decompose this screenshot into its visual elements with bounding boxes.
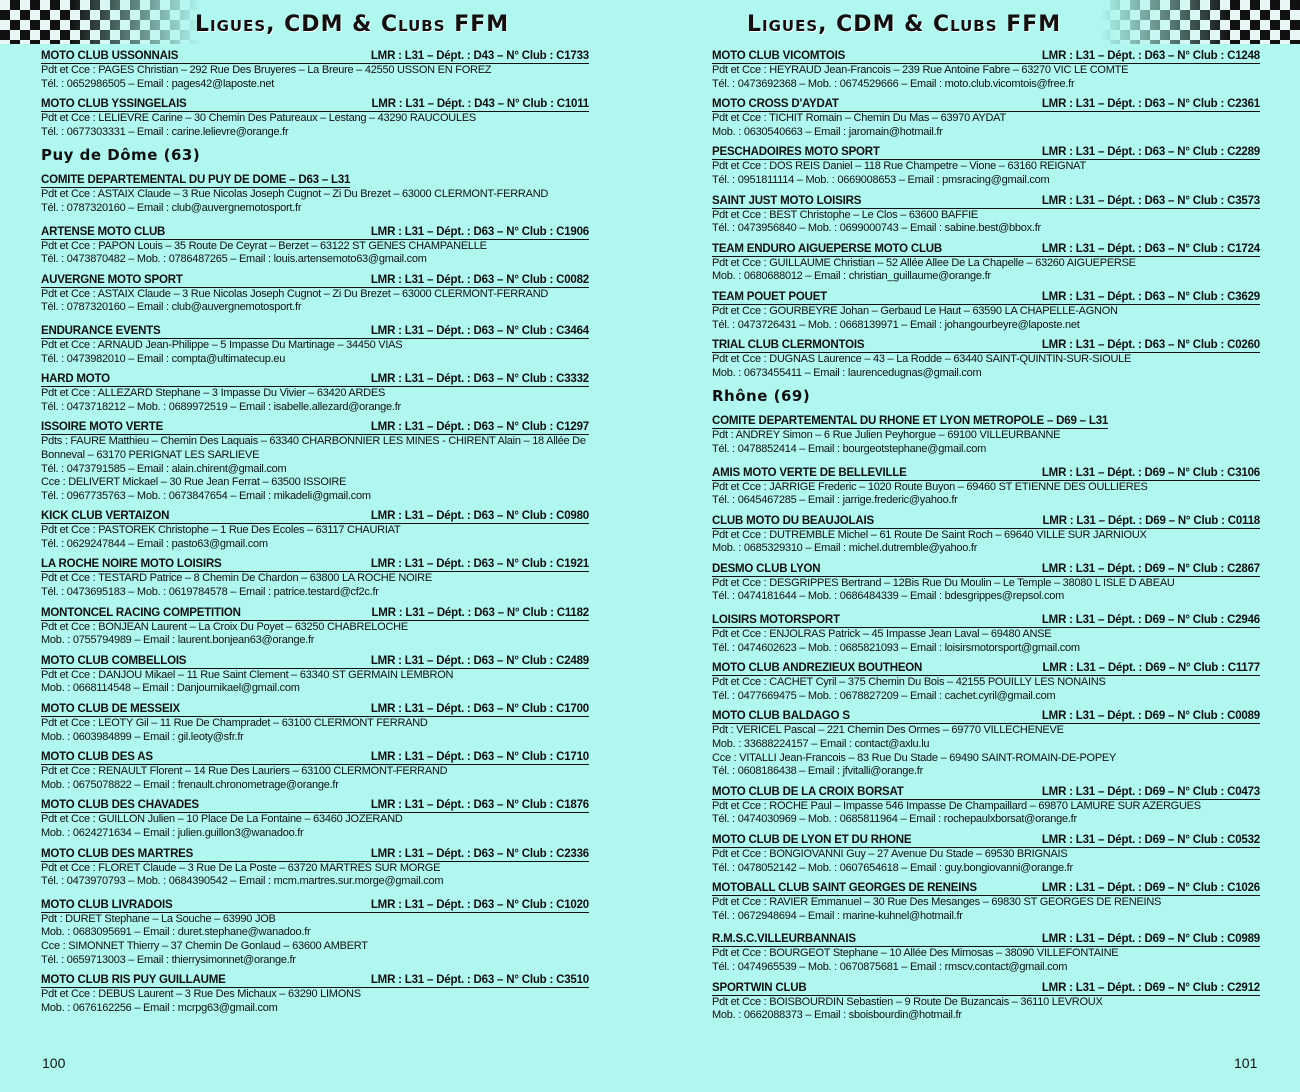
- club-name: PESCHADOIRES MOTO SPORT: [712, 146, 880, 159]
- club-name: KICK CLUB VERTAIZON: [41, 510, 170, 523]
- club-code: LMR : L31 – Dépt. : D63 – N° Club : C0260: [1041, 339, 1260, 352]
- club-detail-line: Pdt et Cce : RAVIER Emmanuel – 30 Rue Des Mesanges – 69830 ST GEORGES DE RENEINS: [712, 896, 1162, 909]
- comite-header: [712, 415, 1108, 429]
- club-header: [41, 421, 589, 435]
- club-entry: [712, 195, 1260, 236]
- club-header: [712, 933, 1260, 947]
- club-detail-line: Pdt et Cce : JARRIGE Frederic – 1020 Route Buyon – 69460 ST ETIENNE DES OULLIERES: [712, 480, 1148, 493]
- club-name: MOTOBALL CLUB SAINT GEORGES DE RENEINS: [712, 882, 977, 895]
- club-detail-line: Mob. : 0673455411 – Email : laurencedugnas@gmail.com: [712, 366, 982, 379]
- club-detail-line: Pdt : VERICEL Pascal – 221 Chemin Des Ormes – 69770 VILLECHENEVE: [712, 724, 1064, 737]
- comite-header: [41, 174, 350, 188]
- club-detail-line: Pdt et Cce : HEYRAUD Jean-Francois – 239 Rue Antoine Fabre – 63270 VIC LE COMTE: [712, 64, 1129, 76]
- club-detail-line: Pdt et Cce : DUGNAS Laurence – 43 – La Rodde – 63440 SAINT-QUINTIN-SUR-SIOULE: [712, 353, 1132, 366]
- club-header: [41, 607, 589, 621]
- club-detail-line: Pdt et Cce : FLORET Claude – 3 Rue De La Poste – 63720 MARTRES SUR MORGE: [41, 861, 441, 874]
- club-entry: [41, 373, 589, 414]
- club-detail-line: Pdt et Cce : DESGRIPPES Bertrand – 12Bis Rue Du Moulin – Le Temple – 38080 L ISLE D ABEAU: [712, 576, 1175, 589]
- checkered-flag-decoration: [0, 0, 200, 44]
- club-detail-line: Cce : DELIVERT Mickael – 30 Rue Jean Ferrat – 63500 ISSOIRE: [41, 476, 347, 489]
- club-header: [712, 710, 1260, 724]
- club-detail-line: Pdt et Cce : BONJEAN Laurent – La Croix Du Poyet – 63250 CHABRELOCHE: [41, 620, 408, 633]
- club-name: DESMO CLUB LYON: [712, 562, 821, 575]
- club-code: LMR : L31 – Dépt. : D63 – N° Club : C3510: [370, 974, 589, 987]
- club-detail-line: Tél. : 0473982010 – Email : compta@ultimatecup.eu: [41, 352, 286, 365]
- club-entry: [41, 799, 589, 840]
- club-code: LMR : L31 – Dépt. : D69 – N° Club : C0118: [1042, 514, 1260, 527]
- club-header: [712, 146, 1260, 160]
- club-detail-line: Cce : SIMONNET Thierry – 37 Chemin De Gonlaud – 63600 AMBERT: [41, 939, 368, 952]
- club-entry: [712, 339, 1260, 380]
- club-entry: [41, 558, 589, 599]
- club-entry: [712, 98, 1260, 139]
- club-name: ENDURANCE EVENTS: [41, 324, 161, 337]
- club-code: LMR : L31 – Dépt. : D63 – N° Club : C3464: [370, 324, 589, 337]
- club-detail-line: Tél. : 0473956840 – Mob. : 0699000743 – Email : sabine.best@bbox.fr: [712, 222, 1041, 235]
- club-name: MONTONCEL RACING COMPETITION: [41, 606, 241, 619]
- club-name: TEAM POUET POUET: [712, 290, 828, 303]
- club-detail-line: Mob. : 0668114548 – Email : Danjournikael@gmail.com: [41, 682, 300, 695]
- club-header: [41, 373, 589, 387]
- club-code: LMR : L31 – Dépt. : D69 – N° Club : C2867: [1041, 562, 1260, 575]
- club-entry: [712, 982, 1260, 1023]
- club-header: [712, 467, 1260, 481]
- section-title: Puy de Dôme (63): [41, 146, 201, 165]
- club-code: LMR : L31 – Dépt. : D63 – N° Club : C0980: [370, 510, 589, 523]
- club-detail-line: Tél. : 0645467285 – Email : jarrige.frederic@yahoo.fr: [712, 494, 958, 507]
- club-name: MOTO CLUB LIVRADOIS: [41, 898, 173, 911]
- club-header: [712, 243, 1260, 257]
- club-name: HARD MOTO: [41, 373, 110, 386]
- club-entry: [41, 50, 589, 91]
- club-entry: [41, 421, 589, 503]
- club-detail-line: Pdt et Cce : BONGIOVANNI Guy – 27 Avenue Du Stade – 69530 BRIGNAIS: [712, 848, 1068, 860]
- club-code: LMR : L31 – Dépt. : D63 – N° Club : C2361: [1041, 98, 1260, 111]
- club-detail-line: Mob. : 0685329310 – Email : michel.dutremble@yahoo.fr: [712, 542, 978, 555]
- left-content: [41, 50, 589, 1022]
- club-detail-line: Tél. : 0474965539 – Mob. : 0670875681 – Email : rmscv.contact@gmail.com: [712, 960, 1068, 973]
- club-header: [712, 195, 1260, 209]
- right-page: [650, 0, 1300, 1092]
- club-code: LMR : L31 – Dépt. : D63 – N° Club : C1921: [370, 558, 589, 571]
- club-detail-line: Mob. : 0624271634 – Email : julien.guillon3@wanadoo.fr: [41, 827, 304, 839]
- club-code: LMR : L31 – Dépt. : D63 – N° Club : C3629: [1041, 290, 1260, 303]
- club-detail-line: Tél. : 0473726431 – Mob. : 0668139971 – Email : johangourbeyre@laposte.net: [712, 318, 1080, 331]
- right-content: [712, 50, 1260, 1030]
- club-entry: [41, 899, 589, 967]
- club-code: LMR : L31 – Dépt. : D69 – N° Club : C1177: [1042, 662, 1260, 675]
- club-code: LMR : L31 – Dépt. : D63 – N° Club : C2489: [370, 654, 589, 667]
- club-detail-line: Pdt et Cce : PAPON Louis – 35 Route De Ceyrat – Berzet – 63122 ST GENES CHAMPANELLE: [41, 239, 487, 252]
- club-name: CLUB MOTO DU BEAUJOLAIS: [712, 514, 874, 527]
- club-code: LMR : L31 – Dépt. : D69 – N° Club : C2946: [1041, 614, 1260, 627]
- club-detail-line: Tél. : 0473718212 – Mob. : 0689972519 – Email : isabelle.allezard@orange.fr: [41, 400, 401, 413]
- club-name: MOTO CLUB DES MARTRES: [41, 847, 194, 860]
- club-entry: [712, 933, 1260, 974]
- club-entry: [712, 563, 1260, 604]
- club-detail-line: Cce : VITALLI Jean-Francois – 83 Rue Du Stade – 69490 SAINT-ROMAIN-DE-POPEY: [712, 751, 1117, 764]
- club-detail-line: Mob. : 0680688012 – Email : christian_guillaume@orange.fr: [712, 270, 991, 283]
- club-code: LMR : L31 – Dépt. : D63 – N° Club : C1710: [370, 751, 589, 764]
- club-detail-line: Mob. : 0676162256 – Email : mcrpg63@gmail.com: [41, 1001, 278, 1014]
- club-detail-line: Tél. : 0473970793 – Mob. : 0684390542 – Email : mcm.martres.sur.morge@gmail.com: [41, 875, 444, 888]
- club-detail-line: Tél. : 0474181644 – Mob. : 0686484339 – Email : bdesgrippes@repsol.com: [712, 590, 1065, 603]
- club-detail-line: Pdt et Cce : BEST Christophe – Le Clos – 63600 BAFFIE: [712, 208, 978, 221]
- club-name: MOTO CLUB DE MESSEIX: [41, 703, 180, 716]
- club-entry: [41, 974, 589, 1015]
- club-name: MOTO CLUB DES AS: [41, 751, 153, 764]
- club-entry: [712, 882, 1260, 923]
- club-code: LMR : L31 – Dépt. : D69 – N° Club : C1026: [1041, 882, 1260, 895]
- club-detail-line: Tél. : 0608186438 – Email : jfvitalli@orange.fr: [712, 765, 923, 778]
- club-name: MOTO CLUB USSONNAIS: [41, 50, 179, 62]
- club-entry: [712, 662, 1260, 703]
- comite-block: [712, 411, 1260, 456]
- club-detail-line: Pdt et Cce : DEBUS Laurent – 3 Rue Des Michaux – 63290 LIMONS: [41, 988, 361, 1001]
- club-entry: [41, 848, 589, 889]
- club-code: LMR : L31 – Dépt. : D63 – N° Club : C1297: [370, 421, 589, 434]
- club-name: MOTO CLUB YSSINGELAIS: [41, 98, 187, 111]
- club-name: MOTO CROSS D'AYDAT: [712, 98, 839, 111]
- club-code: LMR : L31 – Dépt. : D63 – N° Club : C3573: [1041, 194, 1260, 207]
- club-entry: [712, 291, 1260, 332]
- club-detail-line: Pdts : FAURE Matthieu – Chemin Des Laquais – 63340 CHARBONNIER LES MINES - CHIRENT Alain – 18 Allée De Bonneval – 63170 PERIGNAT LES SARLIEVE: [41, 435, 586, 461]
- club-entry: [41, 226, 589, 267]
- club-header: [712, 98, 1260, 112]
- club-entry: [712, 515, 1260, 556]
- club-name: MOTO CLUB ANDREZIEUX BOUTHEON: [712, 662, 923, 675]
- club-detail-line: Pdt et Cce : TICHIT Romain – Chemin Du Mas – 63970 AYDAT: [712, 112, 1006, 125]
- club-detail-line: Tél. : 0672948694 – Email : marine-kuhnel@hotmail.fr: [712, 909, 963, 922]
- club-entry: [41, 510, 589, 551]
- club-code: LMR : L31 – Dépt. : D69 – N° Club : C0473: [1041, 785, 1260, 798]
- page-header-title: Ligues, CDM & Clubs FFM: [747, 12, 1062, 37]
- page-number: 100: [42, 1055, 66, 1071]
- club-header: [712, 515, 1260, 529]
- comite-detail-line: Tél. : 0478852414 – Email : bourgeotstephane@gmail.com: [712, 442, 987, 455]
- club-detail-line: Tél. : 0951811114 – Mob. : 0669008653 – Email : pmsracing@gmail.com: [712, 173, 1050, 186]
- clubs-list: [41, 226, 589, 1016]
- club-header: [712, 50, 1260, 64]
- club-entry: [712, 786, 1260, 827]
- clubs-list: [712, 467, 1260, 1023]
- comite-entry: [41, 170, 589, 215]
- club-header: [712, 614, 1260, 628]
- club-detail-line: Pdt et Cce : TESTARD Patrice – 8 Chemin De Chardon – 63800 LA ROCHE NOIRE: [41, 572, 432, 585]
- club-header: [712, 662, 1260, 676]
- club-detail-line: Mob. : 0755794989 – Email : laurent.bonjean63@orange.fr: [41, 634, 315, 647]
- club-header: [41, 799, 589, 813]
- club-header: [712, 982, 1260, 996]
- club-detail-line: Tél. : 0967735763 – Mob. : 0673847654 – Email : mikadeli@gmail.com: [41, 489, 371, 502]
- club-detail-line: Tél. : 0474030969 – Mob. : 0685811964 – Email : rochepaulxborsat@orange.fr: [712, 813, 1077, 826]
- club-code: LMR : L31 – Dépt. : D69 – N° Club : C2912: [1041, 981, 1260, 994]
- club-code: LMR : L31 – Dépt. : D69 – N° Club : C0989: [1041, 933, 1260, 946]
- club-header: [41, 848, 589, 862]
- comite-detail-line: Tél. : 0787320160 – Email : club@auvergnemotosport.fr: [41, 201, 302, 214]
- club-header: [41, 703, 589, 717]
- section-title: Rhône (69): [712, 387, 811, 406]
- checkered-flag-decoration: [1100, 0, 1300, 44]
- club-detail-line: Pdt et Cce : DANJOU Mikael – 11 Rue Saint Clement – 63340 ST GERMAIN LEMBRON: [41, 668, 454, 681]
- club-code: LMR : L31 – Dépt. : D63 – N° Club : C1724: [1041, 242, 1260, 255]
- club-code: LMR : L31 – Dépt. : D69 – N° Club : C0532: [1041, 834, 1260, 846]
- comite-entry: [712, 411, 1260, 456]
- club-entry: [41, 274, 589, 315]
- top-clubs-list: [712, 50, 1260, 380]
- club-detail-line: Tél. : 0629247844 – Email : pasto63@gmail.com: [41, 537, 268, 550]
- club-header: [41, 655, 589, 669]
- club-detail-line: Pdt et Cce : BOURGEOT Stephane – 10 Allée Des Mimosas – 38090 VILLEFONTAINE: [712, 947, 1119, 960]
- club-name: TEAM ENDURO AIGUEPERSE MOTO CLUB: [712, 242, 943, 255]
- club-code: LMR : L31 – Dépt. : D63 – N° Club : C1248: [1041, 50, 1260, 62]
- club-detail-line: Pdt et Cce : ARNAUD Jean-Philippe – 5 Impasse Du Martinage – 34450 VIAS: [41, 338, 403, 351]
- club-detail-line: Mob. : 33688224157 – Email : contact@axlu.lu: [712, 738, 930, 751]
- club-name: R.M.S.C.VILLEURBANNAIS: [712, 933, 856, 946]
- club-header: [41, 899, 589, 913]
- club-name: MOTO CLUB COMBELLOIS: [41, 654, 187, 667]
- club-detail-line: Pdt et Cce : DUTREMBLE Michel – 61 Route De Saint Roch – 69640 VILLE SUR JARNIOUX: [712, 528, 1147, 541]
- club-detail-line: Pdt et Cce : ROCHE Paul – Impasse 546 Impasse De Champaillard – 69870 LAMURE SUR AZERGUES: [712, 799, 1201, 812]
- club-name: AUVERGNE MOTO SPORT: [41, 273, 183, 286]
- club-detail-line: Mob. : 0630540663 – Email : jaromain@hotmail.fr: [712, 125, 943, 138]
- club-entry: [712, 243, 1260, 284]
- comite-block: [41, 170, 589, 215]
- club-entry: [712, 50, 1260, 91]
- club-header: [41, 274, 589, 288]
- club-entry: [41, 751, 589, 792]
- club-detail-line: Pdt et Cce : GOURBEYRE Johan – Gerbaud Le Haut – 63590 LA CHAPELLE-AGNON: [712, 304, 1118, 317]
- club-detail-line: Tél. : 0478052142 – Mob. : 0607654618 – Email : guy.bongiovanni@orange.fr: [712, 861, 1073, 874]
- comite-detail-line: Pdt : ANDREY Simon – 6 Rue Julien Peyhorgue – 69100 VILLEURBANNE: [712, 429, 1061, 442]
- club-detail-line: Mob. : 0683095691 – Email : duret.stephane@wanadoo.fr: [41, 926, 311, 939]
- club-header: [712, 882, 1260, 896]
- club-code: LMR : L31 – Dépt. : D63 – N° Club : C2289: [1041, 146, 1260, 159]
- club-code: LMR : L31 – Dépt. : D63 – N° Club : C1876: [370, 799, 589, 812]
- club-name: TRIAL CLUB CLERMONTOIS: [712, 339, 865, 352]
- club-header: [712, 339, 1260, 353]
- club-header: [712, 786, 1260, 800]
- club-code: LMR : L31 – Dépt. : D69 – N° Club : C3106: [1041, 466, 1260, 479]
- club-detail-line: Pdt et Cce : PASTOREK Christophe – 1 Rue Des Ecoles – 63117 CHAURIAT: [41, 524, 401, 537]
- club-header: [712, 563, 1260, 577]
- club-name: MOTO CLUB DES CHAVADES: [41, 799, 199, 812]
- club-name: MOTO CLUB VICOMTOIS: [712, 50, 846, 62]
- club-header: [41, 558, 589, 572]
- club-detail-line: Pdt et Cce : DOS REIS Daniel – 118 Rue Champetre – Vione – 63160 REIGNAT: [712, 160, 1086, 173]
- club-name: SPORTWIN CLUB: [712, 981, 807, 994]
- club-detail-line: Tél. : 0659713003 – Email : thierrysimonnet@orange.fr: [41, 953, 296, 966]
- club-detail-line: Pdt et Cce : ASTAIX Claude – 3 Rue Nicolas Joseph Cugnot – Zi Du Brezet – 63000 CLERMONT-FERRAND: [41, 287, 549, 300]
- club-code: LMR : L31 – Dépt. : D63 – N° Club : C1182: [371, 606, 589, 619]
- club-code: LMR : L31 – Dépt. : D63 – N° Club : C0082: [370, 273, 589, 286]
- club-name: ISSOIRE MOTO VERTE: [41, 421, 164, 434]
- club-detail-line: Tél. : 0473695183 – Mob. : 0619784578 – Email : patrice.testard@cf2c.fr: [41, 586, 379, 599]
- club-entry: [712, 710, 1260, 778]
- club-name: MOTO CLUB RIS PUY GUILLAUME: [41, 974, 226, 987]
- club-code: LMR : L31 – Dépt. : D63 – N° Club : C1906: [370, 225, 589, 238]
- club-detail-line: Pdt et Cce : PAGES Christian – 292 Rue Des Bruyeres – La Breure – 42550 USSON EN FOREZ: [41, 64, 492, 76]
- club-entry: [41, 655, 589, 696]
- club-detail-line: Pdt et Cce : LELIEVRE Carine – 30 Chemin Des Patureaux – Lestang – 43290 RAUCOULES: [41, 112, 477, 125]
- club-code: LMR : L31 – Dépt. : D43 – N° Club : C1011: [371, 98, 589, 111]
- club-detail-line: Tél. : 0477669475 – Mob. : 0678827209 – Email : cachet.cyril@gmail.com: [712, 689, 1056, 702]
- club-name: AMIS MOTO VERTE DE BELLEVILLE: [712, 466, 907, 479]
- club-detail-line: Pdt et Cce : ENJOLRAS Patrick – 45 Impasse Jean Laval – 69480 ANSE: [712, 628, 1052, 641]
- club-entry: [41, 325, 589, 366]
- club-header: [41, 510, 589, 524]
- club-detail-line: Mob. : 0662088373 – Email : sboisbourdin@hotmail.fr: [712, 1009, 962, 1022]
- club-detail-line: Mob. : 0675078822 – Email : frenault.chronometrage@orange.fr: [41, 778, 339, 791]
- club-header: [712, 291, 1260, 305]
- club-detail-line: Tél. : 0652986505 – Email : pages42@laposte.net: [41, 77, 275, 90]
- club-name: ARTENSE MOTO CLUB: [41, 225, 166, 238]
- club-detail-line: Pdt et Cce : GUILLAUME Christian – 52 Allée Allee De La Chapelle – 63260 AIGUEPERSE: [712, 256, 1136, 269]
- club-detail-line: Pdt : DURET Stephane – La Souche – 63990 JOB: [41, 912, 276, 925]
- club-header: [41, 325, 589, 339]
- club-header: [41, 226, 589, 240]
- club-code: LMR : L31 – Dépt. : D63 – N° Club : C1020: [370, 898, 589, 911]
- club-code: LMR : L31 – Dépt. : D63 – N° Club : C1700: [370, 703, 589, 716]
- club-name: MOTO CLUB DE LA CROIX BORSAT: [712, 785, 904, 798]
- club-header: [41, 974, 589, 988]
- club-detail-line: Pdt et Cce : CACHET Cyril – 375 Chemin Du Bois – 42155 POUILLY LES NONAINS: [712, 676, 1106, 689]
- club-detail-line: Pdt et Cce : RENAULT Florent – 14 Rue Des Lauriers – 63100 CLERMONT-FERRAND: [41, 765, 448, 778]
- club-entry: [712, 467, 1260, 508]
- club-entry: [712, 146, 1260, 187]
- club-entry: [712, 614, 1260, 655]
- club-header: [41, 98, 589, 112]
- club-detail-line: Mob. : 0603984899 – Email : gil.leoty@sfr.fr: [41, 730, 244, 743]
- club-name: MOTO CLUB DE LYON ET DU RHONE: [712, 834, 912, 846]
- club-header: [41, 751, 589, 765]
- comite-name: COMITE DEPARTEMENTAL DU RHONE ET LYON METROPOLE – D69 – L31: [712, 415, 1109, 428]
- club-name: LA ROCHE NOIRE MOTO LOISIRS: [41, 558, 222, 571]
- club-entry: [41, 607, 589, 648]
- club-code: LMR : L31 – Dépt. : D63 – N° Club : C3332: [370, 373, 589, 386]
- club-detail-line: Tél. : 0473692368 – Mob. : 0674529666 – Email : moto.club.vicomtois@free.fr: [712, 77, 1075, 90]
- club-code: LMR : L31 – Dépt. : D43 – N° Club : C1733: [370, 50, 589, 62]
- page-header-title: Ligues, CDM & Clubs FFM: [195, 12, 510, 37]
- club-header: [712, 834, 1260, 848]
- club-detail-line: Pdt et Cce : GUILLON Julien – 10 Place De La Fontaine – 63460 JOZERAND: [41, 813, 403, 826]
- club-name: SAINT JUST MOTO LOISIRS: [712, 194, 862, 207]
- club-detail-line: Tél. : 0677303331 – Email : carine.lelievre@orange.fr: [41, 125, 289, 138]
- comite-name: COMITE DEPARTEMENTAL DU PUY DE DOME – D63 – L31: [41, 174, 351, 187]
- club-code: LMR : L31 – Dépt. : D69 – N° Club : C0089: [1041, 710, 1260, 723]
- club-header: [41, 50, 589, 64]
- club-entry: [712, 834, 1260, 875]
- club-detail-line: Tél. : 0473791585 – Email : alain.chirent@gmail.com: [41, 462, 287, 475]
- club-name: MOTO CLUB BALDAGO S: [712, 710, 850, 723]
- club-entry: [41, 703, 589, 744]
- comite-detail-line: Pdt et Cce : ASTAIX Claude – 3 Rue Nicolas Joseph Cugnot – Zi Du Brezet – 63000 CLERMONT-FERRAND: [41, 188, 549, 201]
- club-detail-line: Pdt et Cce : BOISBOURDIN Sebastien – 9 Route De Buzancais – 36110 LEVROUX: [712, 995, 1103, 1008]
- club-code: LMR : L31 – Dépt. : D63 – N° Club : C2336: [370, 847, 589, 860]
- club-entry: [41, 98, 589, 139]
- club-detail-line: Pdt et Cce : ALLEZARD Stephane – 3 Impasse Du Vivier – 63420 ARDES: [41, 387, 386, 400]
- club-detail-line: Tél. : 0787320160 – Email : club@auvergnemotosport.fr: [41, 301, 302, 314]
- club-detail-line: Pdt et Cce : LEOTY Gil – 11 Rue De Champradet – 63100 CLERMONT FERRAND: [41, 717, 428, 730]
- club-detail-line: Tél. : 0473870482 – Mob. : 0786487265 – Email : louis.artensemoto63@gmail.com: [41, 253, 427, 266]
- top-clubs-list: [41, 50, 589, 139]
- club-detail-line: Tél. : 0474602623 – Mob. : 0685821093 – Email : loisirsmotorsport@gmail.com: [712, 641, 1080, 654]
- club-name: LOISIRS MOTORSPORT: [712, 614, 840, 627]
- page-number: 101: [1234, 1055, 1258, 1071]
